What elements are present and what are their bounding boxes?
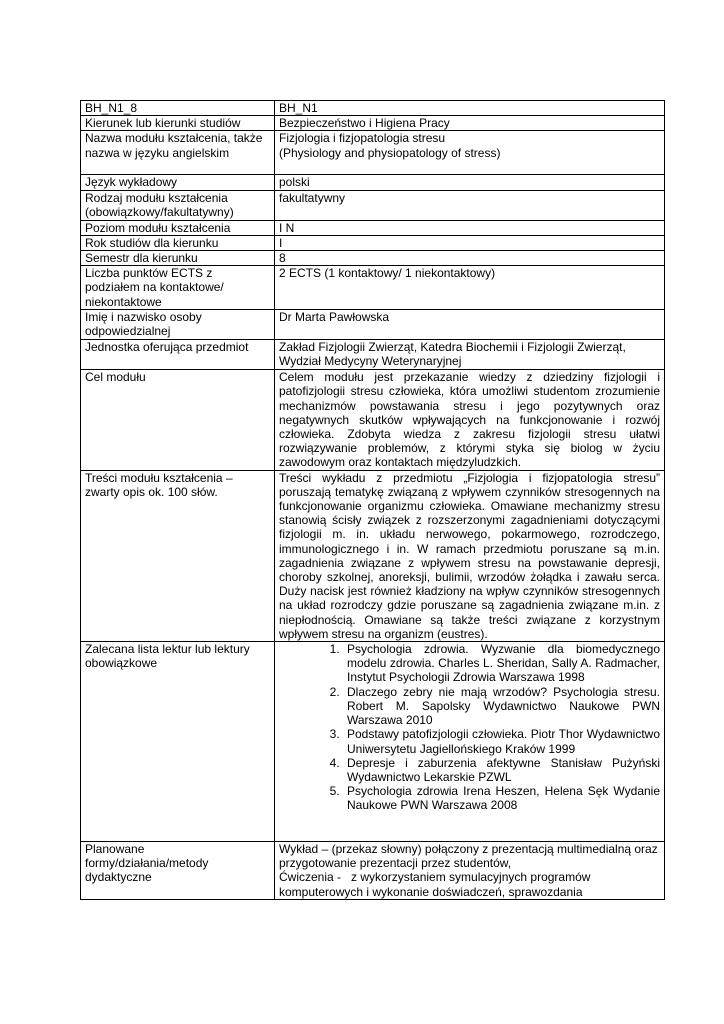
teaching-method-lecture: Wykład – (przekaz słowny) połączony z prezentacją multimedialną oraz przygotowanie prezentacji przez studentów, <box>279 842 658 871</box>
reading-item: 2. Dlaczego zebry nie mają wrzodów? Psychologia stresu. Robert M. Sapolsky Wydawnictwo Naukowe PWN Warszawa 2010 <box>343 685 660 728</box>
row-label: Liczba punktów ECTS z podziałem na kontaktowe/ niekontaktowe <box>81 266 275 310</box>
table-row <box>81 116 665 131</box>
row-value: I <box>275 235 665 250</box>
row-label: Imię i nazwisko osoby odpowiedzialnej <box>81 310 275 340</box>
reading-item: 3. Podstawy patofizjologii człowieka. Piotr Thor Wydawnictwo Uniwersytetu Jagiellońskiego Kraków 1999 <box>343 727 660 755</box>
table-row <box>81 190 665 220</box>
table-row <box>81 220 665 235</box>
row-label: Semestr dla kierunku <box>81 251 275 266</box>
row-value: Zakład Fizjologii Zwierząt, Katedra Biochemii i Fizjologii Zwierząt, Wydział Medycyny Weterynaryjnej <box>275 340 665 370</box>
reading-list <box>279 642 660 812</box>
table-row <box>81 101 665 116</box>
row-value: Bezpieczeństwo i Higiena Pracy <box>275 116 665 131</box>
row-label: BH_N1_8 <box>81 101 275 116</box>
row-value: 2 ECTS (1 kontaktowy/ 1 niekontaktowy) <box>275 266 665 310</box>
reading-item: 4. Depresje i zaburzenia afektywne Stanisław Pużyński Wydawnictwo Lekarskie PZWL <box>343 756 660 784</box>
row-label: Zalecana lista lektur lub lektury obowiązkowe <box>81 642 275 842</box>
table-row <box>81 310 665 340</box>
row-value <box>275 131 665 175</box>
row-label: Poziom modułu kształcenia <box>81 220 275 235</box>
row-label: Jednostka oferująca przedmiot <box>81 340 275 370</box>
row-value: Treści wykładu z przedmiotu „Fizjologia i fizjopatologia stresu” poruszają tematykę związaną z wpływem czynników stresogennych na funkcjonowanie organizmu człowieka. Omawiane mechanizmy stresu stanowią ścisły związek z rozszerzonymi zagadnieniami dotyczącymi fizjologii m. in. układu nerwowego, pokarmowego, rozrodczego, immunologicznego i in. W ramach przedmiotu poruszane są m.in. zagadnienia związane z wpływem stresu na powstawanie depresji, choroby szkolnej, anoreksji, bulimii, wrzodów żołądka i zawału serca. Duży nacisk jest również kładziony na wpływ czynników stresogennych na układ rozrodczy gdzie poruszane są zagadnienia związane m.in. z niepłodnością. Omawiane są także treści związane z korzystnym wpływem stresu na organizm (eustres). <box>275 470 665 641</box>
module-name-english: (Physiology and physiopatology of stress) <box>279 145 501 160</box>
table-row <box>81 175 665 190</box>
reading-item: 1. Psychologia zdrowia. Wyzwanie dla biomedycznego modelu zdrowia. Charles L. Sheridan, Sally A. Radmacher, Instytut Psychologii Zdrowia Warszawa 1998 <box>343 642 660 685</box>
row-label: Nazwa modułu kształcenia, także nazwa w języku angielskim <box>81 131 275 175</box>
module-name-polish: Fizjologia i fizjopatologia stresu <box>279 131 446 146</box>
teaching-method-exercises: Ćwiczenia - z wykorzystaniem symulacyjnych programów komputerowych i wykonanie doświadczeń, sprawozdania <box>279 870 594 899</box>
table-row <box>81 340 665 370</box>
table-row <box>81 131 665 175</box>
row-label: Treści modułu kształcenia – zwarty opis ok. 100 słów. <box>81 470 275 641</box>
row-label: Rok studiów dla kierunku <box>81 235 275 250</box>
table-row <box>81 370 665 470</box>
row-value: Dr Marta Pawłowska <box>275 310 665 340</box>
row-value <box>275 642 665 842</box>
table-row <box>81 235 665 250</box>
table-row <box>81 642 665 842</box>
row-value: fakultatywny <box>275 190 665 220</box>
table-row <box>81 266 665 310</box>
row-value: polski <box>275 175 665 190</box>
module-description-table <box>80 100 665 900</box>
row-label: Planowane formy/działania/metody dydaktyczne <box>81 842 275 900</box>
row-value <box>275 842 665 900</box>
reading-item: 5. Psychologia zdrowia Irena Heszen, Helena Sęk Wydanie Naukowe PWN Warszawa 2008 <box>343 784 660 812</box>
row-value: Celem modułu jest przekazanie wiedzy z dziedziny fizjologii i patofizjologii stresu człowieka, która umożliwi studentom zrozumienie mechanizmów powstawania stresu i jego pozytywnych oraz negatywnych skutków wpływających na funkcjonowanie i rozwój człowieka. Zdobyta wiedza z zakresu fizjologii stresu ułatwi rozwiązywanie problemów, z którymi styka się biolog w życiu zawodowym oraz kontaktach międzyludzkich. <box>275 370 665 470</box>
table-row <box>81 470 665 641</box>
table-row <box>81 251 665 266</box>
row-label: Język wykładowy <box>81 175 275 190</box>
row-value: 8 <box>275 251 665 266</box>
row-label: Cel modułu <box>81 370 275 470</box>
row-label: Kierunek lub kierunki studiów <box>81 116 275 131</box>
row-value: BH_N1 <box>275 101 665 116</box>
table-row <box>81 842 665 900</box>
row-value: I N <box>275 220 665 235</box>
row-label: Rodzaj modułu kształcenia (obowiązkowy/fakultatywny) <box>81 190 275 220</box>
